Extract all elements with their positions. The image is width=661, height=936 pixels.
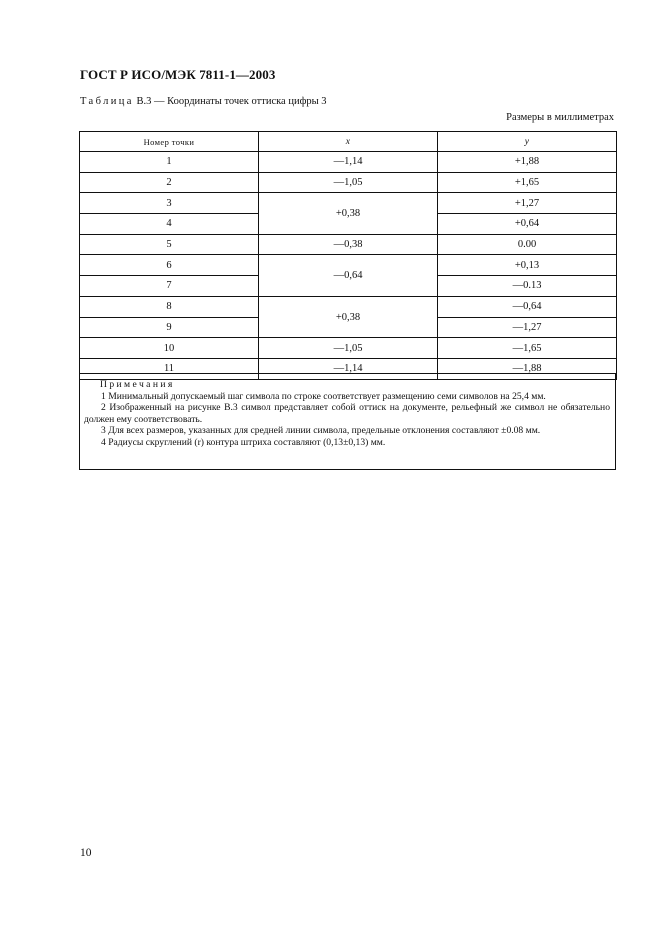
cell-y: —1,65 bbox=[438, 338, 617, 359]
units-note: Размеры в миллиметрах bbox=[506, 112, 614, 123]
cell-y: +0,13 bbox=[438, 255, 617, 276]
notes-heading: Примечания bbox=[100, 379, 175, 390]
table-caption-text: — Координаты точек оттиска цифры 3 bbox=[151, 96, 327, 107]
table-row bbox=[80, 193, 617, 214]
cell-x: —1,05 bbox=[259, 172, 438, 193]
page-number: 10 bbox=[80, 847, 92, 859]
cell-point: 7 bbox=[80, 276, 259, 297]
table-row bbox=[80, 338, 617, 359]
table-row bbox=[80, 172, 617, 193]
header-y: y bbox=[438, 132, 617, 152]
notes-block bbox=[79, 373, 616, 470]
header-point-number: Номер точки bbox=[80, 132, 259, 152]
cell-point: 5 bbox=[80, 234, 259, 255]
cell-point: 6 bbox=[80, 255, 259, 276]
note-item: 4 Радиусы скруглений (r) контура штриха составляют (0,13±0,13) мм. bbox=[101, 436, 386, 448]
cell-point: 4 bbox=[80, 214, 259, 235]
cell-y: +1,27 bbox=[438, 193, 617, 214]
cell-y: —1,27 bbox=[438, 317, 617, 338]
cell-point: 3 bbox=[80, 193, 259, 214]
cell-x: —1,14 bbox=[259, 358, 438, 379]
note-item: 3 Для всех размеров, указанных для средней линии символа, предельные отклонения составляют ±0.08 мм. bbox=[101, 425, 541, 436]
cell-point: 10 bbox=[80, 338, 259, 359]
cell-y: +0,64 bbox=[438, 214, 617, 235]
cell-y: +1,88 bbox=[438, 152, 617, 173]
cell-point: 11 bbox=[80, 358, 259, 379]
cell-point: 1 bbox=[80, 152, 259, 173]
cell-x: —0,38 bbox=[259, 234, 438, 255]
table-caption-label: Таблица bbox=[80, 96, 134, 107]
cell-point: 9 bbox=[80, 317, 259, 338]
header-x: x bbox=[259, 132, 438, 152]
cell-y: +1,65 bbox=[438, 172, 617, 193]
cell-x: —1,14 bbox=[259, 152, 438, 173]
table-header-row bbox=[80, 132, 617, 152]
cell-point: 2 bbox=[80, 172, 259, 193]
table-row bbox=[80, 152, 617, 173]
coordinates-table bbox=[79, 131, 617, 380]
cell-y: —0.13 bbox=[438, 276, 617, 297]
table-row bbox=[80, 296, 617, 317]
table-row bbox=[80, 255, 617, 276]
cell-point: 8 bbox=[80, 296, 259, 317]
cell-y: —1,88 bbox=[438, 358, 617, 379]
cell-x: +0,38 bbox=[259, 193, 438, 234]
note-item: 2 Изображенный на рисунке В.3 символ представляет собой оттиск на документе, рельефный же символ не обязательно должен ему соответствовать. bbox=[84, 402, 610, 425]
table-caption-number: В.3 bbox=[136, 96, 152, 107]
standard-title: ГОСТ Р ИСО/МЭК 7811-1—2003 bbox=[80, 67, 276, 82]
cell-x: —1,05 bbox=[259, 338, 438, 359]
cell-y: 0.00 bbox=[438, 234, 617, 255]
cell-y: —0,64 bbox=[438, 296, 617, 317]
table-caption bbox=[80, 96, 327, 107]
cell-x: —0,64 bbox=[259, 255, 438, 296]
table-row bbox=[80, 234, 617, 255]
cell-x: +0,38 bbox=[259, 296, 438, 337]
note-item: 1 Минимальный допускаемый шаг символа по строке соответствует размещению семи символов на 25,4 мм. bbox=[101, 390, 546, 402]
